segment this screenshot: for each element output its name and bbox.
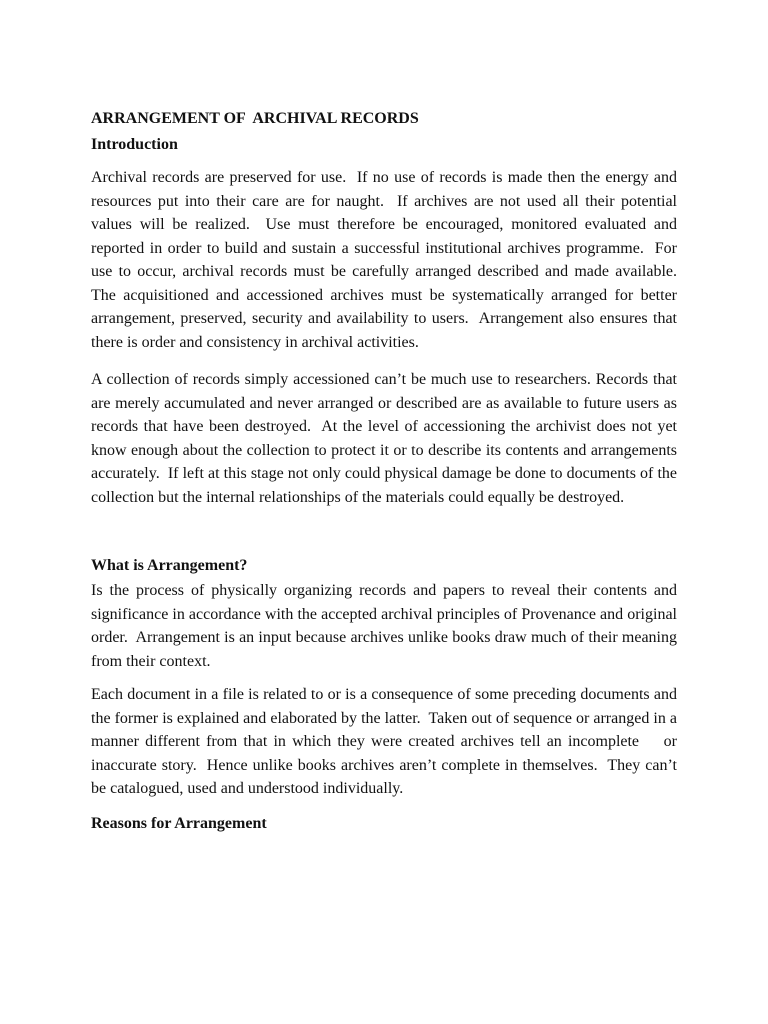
heading-introduction: Introduction <box>91 136 178 153</box>
introduction-paragraph-1: Archival records are preserved for use. If no use of records is made then the energy and resources put into their care are for naught. If archives are not used all their potential values will be realized. Use must therefore be encouraged, monitored evaluated and reported in order to build and sustain a successful institutional archives programme. For use to occur, archival records must be carefully arranged described and made available. The acquisitioned and accessioned archives must be systematically arranged for better arrangement, preserved, security and availability to users. Arrangement also ensures that there is order and consistency in archival activities. <box>91 169 685 351</box>
heading-what-is-arrangement: What is Arrangement? <box>91 557 248 574</box>
arrangement-paragraph-2: Each document in a file is related to or is a consequence of some preceding documents and the former is explained and elaborated by the latter. Taken out of sequence or arranged in a manner different from that in which they were created archives tell an incomplete or inaccurate story. Hence unlike books archives aren’t complete in themselves. They can’t be catalogued, used and understood individually. <box>91 686 681 797</box>
document-title: ARRANGEMENT OF ARCHIVAL RECORDS <box>91 110 419 127</box>
document-body <box>91 106 685 837</box>
arrangement-paragraph-1: Is the process of physically organizing records and papers to reveal their contents and significance in accordance with the accepted archival principles of Provenance and original order. Arrangement is an input because archives unlike books draw much of their meaning from their context. <box>91 582 681 670</box>
introduction-paragraph-2: A collection of records simply accessioned can’t be much use to researchers. Records that are merely accumulated and never arranged or described are as available to future users as records that have been destroyed. At the level of accessioning the archivist does not yet know enough about the collection to protect it or to describe its contents and arrangements accurately. If left at this stage not only could physical damage be done to documents of the collection but the internal relationships of the materials could equally be destroyed. <box>91 371 681 506</box>
heading-reasons-for-arrangement: Reasons for Arrangement <box>91 814 267 832</box>
